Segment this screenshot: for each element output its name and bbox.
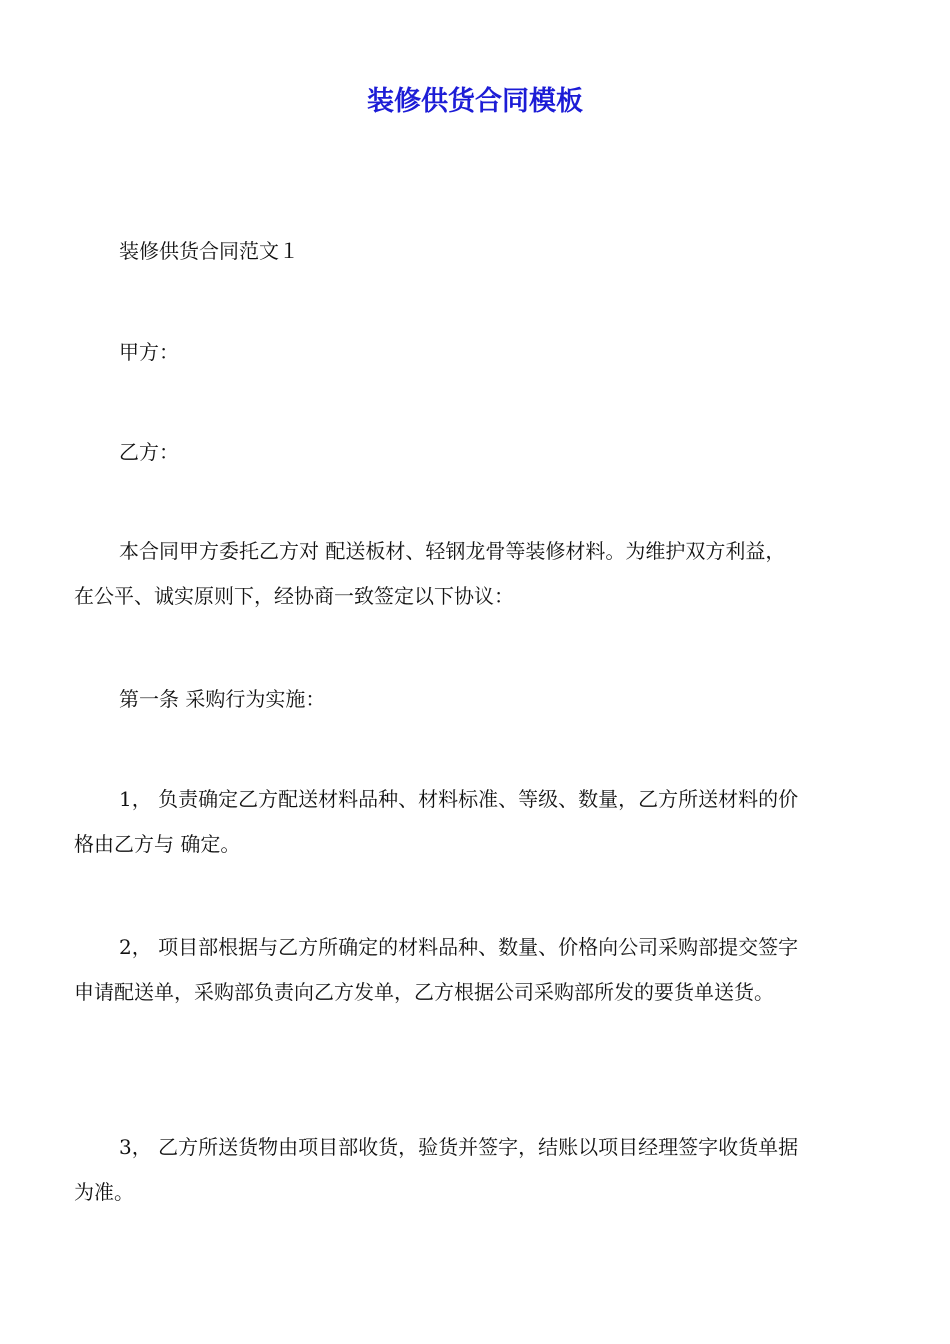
- item-3-line-1: 3， 乙方所送货物由项目部收货，验货并签字，结账以项目经理签字收货单据: [119, 1135, 799, 1159]
- item-3-paragraph: [74, 1125, 880, 1215]
- item-2-paragraph: [74, 925, 880, 1015]
- document-title: 装修供货合同模板: [367, 86, 583, 117]
- party-b-label: 乙方：: [119, 440, 179, 464]
- item-1-line-1: 1， 负责确定乙方配送材料品种、材料标准、等级、数量，乙方所送材料的价: [119, 787, 799, 811]
- item-3-line-2: 为准。: [74, 1180, 134, 1204]
- contract-heading: 装修供货合同范文１: [119, 239, 299, 263]
- item-1-line-2: 格由乙方与 确定。: [74, 832, 241, 856]
- intro-line-2: 在公平、诚实原则下，经协商一致签定以下协议：: [74, 584, 514, 608]
- intro-line-1: 本合同甲方委托乙方对 配送板材、轻钢龙骨等装修材料。为维护双方利益，: [119, 539, 786, 563]
- intro-paragraph: [74, 529, 880, 619]
- item-1-paragraph: [74, 777, 880, 867]
- party-a-label: 甲方：: [119, 340, 179, 364]
- item-2-line-1: 2， 项目部根据与乙方所确定的材料品种、数量、价格向公司采购部提交签字: [119, 935, 799, 959]
- item-2-line-2: 申请配送单，采购部负责向乙方发单，乙方根据公司采购部所发的要货单送货。: [74, 980, 774, 1004]
- article-1-title: 第一条 采购行为实施：: [119, 687, 326, 711]
